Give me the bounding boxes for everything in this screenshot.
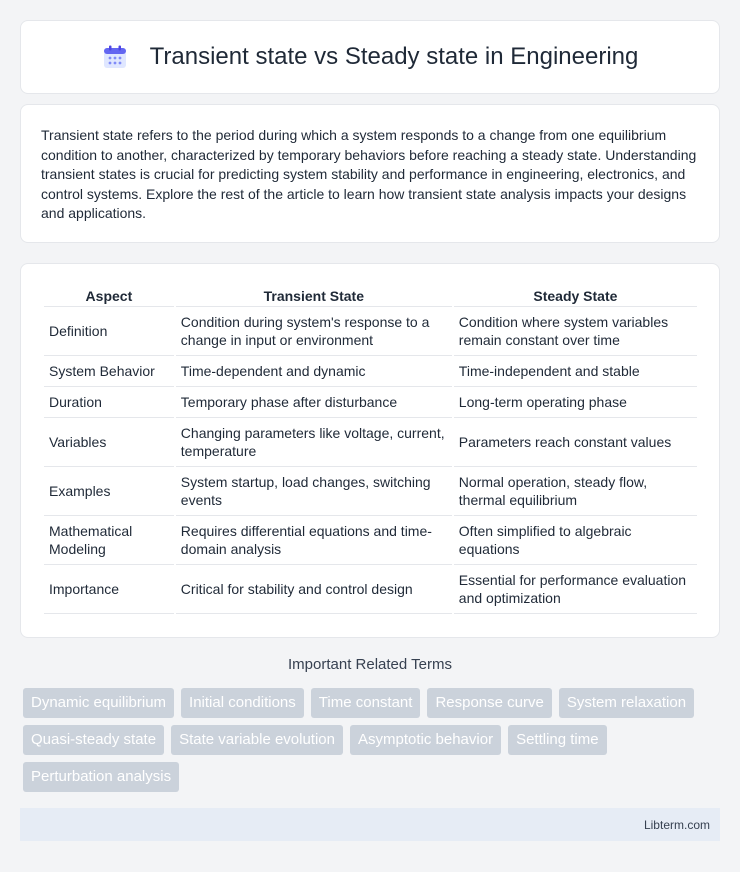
table-row <box>44 387 697 418</box>
comparison-table <box>42 284 699 614</box>
table-cell: Changing parameters like voltage, current, temperature <box>176 418 452 467</box>
table-cell: Importance <box>44 565 174 614</box>
table-cell: Mathematical Modeling <box>44 516 174 565</box>
footer <box>20 808 720 841</box>
intro-text: Transient state refers to the period during which a system responds to a change from one equilibrium condition to another, characterized by temporary behaviors before reaching a steady state. Understanding transient states is crucial for predicting system stability and performance in engineering, electronics, and control systems. Explore the rest of the article to learn how transient state analysis impacts your designs and applications. <box>41 127 697 222</box>
tag-asymptotic-behavior[interactable]: Asymptotic behavior <box>350 725 501 755</box>
header-aspect: Aspect <box>44 284 174 307</box>
table-row <box>44 565 697 614</box>
table-cell: Requires differential equations and time-domain analysis <box>176 516 452 565</box>
table-row <box>44 307 697 356</box>
table-cell: Essential for performance evaluation and optimization <box>454 565 697 614</box>
footer-site-link[interactable]: Libterm.com <box>643 817 710 832</box>
calendar-icon <box>102 44 128 70</box>
table-header-row <box>44 284 697 307</box>
tag-initial-conditions[interactable]: Initial conditions <box>181 688 304 718</box>
table-cell: System startup, load changes, switching events <box>176 467 452 516</box>
header-transient: Transient State <box>176 284 452 307</box>
tag-quasi-steady-state[interactable]: Quasi-steady state <box>23 725 164 755</box>
table-cell: System Behavior <box>44 356 174 387</box>
tag-response-curve[interactable]: Response curve <box>427 688 551 718</box>
table-cell: Examples <box>44 467 174 516</box>
table-row <box>44 516 697 565</box>
table-cell: Duration <box>44 387 174 418</box>
table-cell: Variables <box>44 418 174 467</box>
tag-state-variable-evolution[interactable]: State variable evolution <box>171 725 343 755</box>
table-cell: Long-term operating phase <box>454 387 697 418</box>
table-row <box>44 467 697 516</box>
table-cell: Often simplified to algebraic equations <box>454 516 697 565</box>
tag-settling-time[interactable]: Settling time <box>508 725 607 755</box>
related-tags <box>20 688 720 792</box>
tag-perturbation-analysis[interactable]: Perturbation analysis <box>23 762 179 792</box>
related-terms-section <box>20 656 720 792</box>
table-cell: Normal operation, steady flow, thermal equilibrium <box>454 467 697 516</box>
page-title: Transient state vs Steady state in Engineering <box>149 43 639 70</box>
table-cell: Definition <box>44 307 174 356</box>
intro-card <box>20 104 720 243</box>
table-cell: Condition during system's response to a change in input or environment <box>176 307 452 356</box>
table-cell: Time-dependent and dynamic <box>176 356 452 387</box>
tag-dynamic-equilibrium[interactable]: Dynamic equilibrium <box>23 688 174 718</box>
tag-system-relaxation[interactable]: System relaxation <box>559 688 694 718</box>
table-cell: Temporary phase after disturbance <box>176 387 452 418</box>
table-cell: Parameters reach constant values <box>454 418 697 467</box>
table-cell: Condition where system variables remain constant over time <box>454 307 697 356</box>
header-steady: Steady State <box>454 284 697 307</box>
tag-time-constant[interactable]: Time constant <box>311 688 421 718</box>
table-cell: Time-independent and stable <box>454 356 697 387</box>
related-terms-title: Important Related Terms <box>288 656 452 673</box>
title-card <box>20 20 720 94</box>
table-row <box>44 356 697 387</box>
table-cell: Critical for stability and control design <box>176 565 452 614</box>
comparison-card <box>20 263 720 638</box>
table-row <box>44 418 697 467</box>
